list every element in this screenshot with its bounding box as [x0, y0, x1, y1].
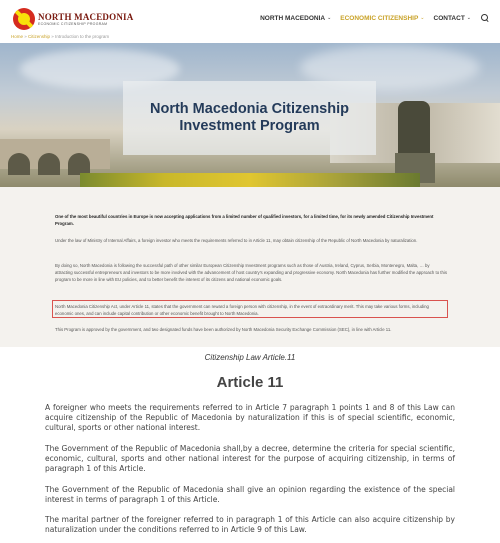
- main-nav: [260, 13, 490, 23]
- chevron-down-icon: ⌄: [327, 15, 332, 21]
- breadcrumb-home[interactable]: Home: [11, 34, 24, 39]
- article-paragraph: The marital partner of the foreigner referred to in paragraph 1 of this Article can also acquire citizenship by naturalization under the conditions referred to in Article 9 of this Law.: [45, 515, 455, 534]
- intro-lead: One of the most beautiful countries in Europe is now accepting applications from a limited number of qualified investors, for a limited time, for its newly amended Citizenship Investment Program.: [55, 214, 434, 226]
- law-caption: Citizenship Law Article.11: [204, 353, 296, 362]
- intro-paragraph-highlighted: North Macedonia Citizenship Act, under Article 11, states that the government can reward a foreign person with citizenship, in the event of extraordinary merit. This may take various forms, including economic ones, and can include capital contribution or other economic benefit brought to North Macedonia.: [55, 304, 429, 316]
- nav-item-north-macedonia[interactable]: NORTH MACEDONIA ⌄: [260, 14, 332, 22]
- hero-banner: [0, 43, 500, 187]
- article-paragraph: The Government of the Republic of Macedonia shall,by a decree, determine the criteria for special scientific, economic, cultural, sports and other national interest for the purpose of acquiring citizenship, in terms of paragraph 1 of this Article.: [45, 444, 455, 473]
- nav-item-economic-citizenship[interactable]: ECONOMIC CITIZENSHIP ⌄: [340, 14, 425, 22]
- hero-title-panel: [123, 81, 376, 155]
- flower-garden-image: [80, 173, 420, 187]
- chevron-down-icon: ⌄: [420, 15, 425, 21]
- law-section: [0, 347, 500, 543]
- intro-paragraph: By doing so, North Macedonia is following the successful path of other similar European Citizenship Investment programs such as those of Austria, Ireland, Cyprus, Serbia, Montenegro, Malta, … by attracting successful entrepreneurs and investors to be more involved with the advancement of host country's expanding and progressive economy. North Macedonia has further modified the approach to this program to be more in line with EU policies, and to better benefit the interest of its citizens and national economic goals.: [55, 263, 447, 282]
- flag-sun-icon: [13, 8, 35, 30]
- nav-item-contact[interactable]: CONTACT ⌄: [433, 14, 471, 22]
- logo-subtitle: ECONOMIC CITIZENSHIP PROGRAM: [38, 21, 108, 26]
- site-header: [0, 0, 500, 33]
- intro-section: [0, 187, 500, 347]
- article-paragraph: A foreigner who meets the requirements referred to in Article 7 paragraph 1 points 1 and 8 of this Law can acquire citizenship of the Republic of Macedonia by naturalization if this is of special scientific, economic, cultural, sports or other national interest.: [45, 403, 455, 432]
- breadcrumb-citizenship[interactable]: Citizenship: [28, 34, 51, 39]
- breadcrumb-current: Introduction to the program: [55, 34, 110, 39]
- article-paragraph: The Government of the Republic of Macedonia shall give an opinion regarding the existence of the special interest in terms of paragraph 1 of this Article.: [45, 485, 455, 504]
- page-title: North Macedonia Citizenship Investment Program: [150, 101, 349, 134]
- statue-image: [398, 101, 430, 157]
- site-logo[interactable]: [13, 8, 133, 30]
- intro-paragraph: Under the law of Ministry of Internal Affairs, a foreign investor who meets the requirements referred to in Article 11, may obtain citizenship of the Republic of North Macedonia by naturalization.: [55, 238, 418, 243]
- intro-paragraph: This Program is approved by the government, and two designated funds have been authorized by North Macedonia Security Exchange Commission (SEC), in line with Article 11.: [55, 327, 392, 332]
- breadcrumb: Home » Citizenship » Introduction to the program: [11, 34, 110, 39]
- search-icon[interactable]: [480, 13, 490, 23]
- article-heading: Article 11: [216, 374, 284, 391]
- logo-title: NORTH MACEDONIA: [38, 11, 134, 22]
- chevron-down-icon: ⌄: [466, 15, 471, 21]
